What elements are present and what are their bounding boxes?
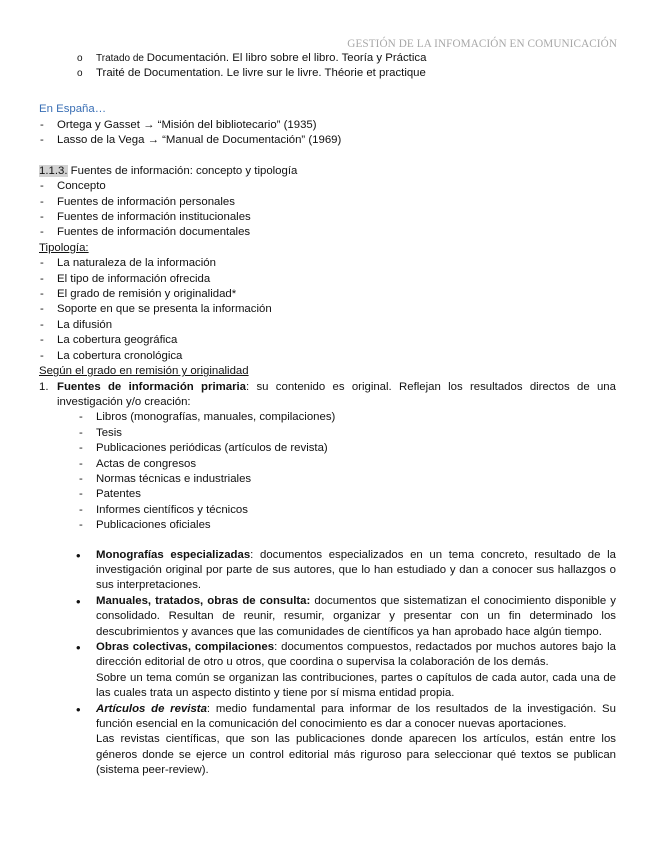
list-item: - El grado de remisión y originalidad* bbox=[39, 287, 616, 302]
bullet-paragraph: Las revistas científicas, que son las publicaciones donde aparecen los artículos, están entre los géneros donde se ejerce un control editorial más riguroso para seleccionar qué textos se publican (sistema peer-review). bbox=[96, 733, 616, 777]
tipologia-heading: Tipología: bbox=[39, 241, 89, 254]
list-item: - El tipo de información ofrecida bbox=[39, 272, 616, 287]
list-item: - La cobertura cronológica bbox=[39, 349, 616, 364]
spain-heading: En España… bbox=[39, 103, 107, 116]
bullet-item: • Artículos de revista: medio fundamental para informar de los resultados de la investigación. Su función esencial en la comunicación del conocimiento es dar a conocer nuevas aportaciones. Las revistas científicas, que son las publicaciones donde aparecen los artículos, están entre los géneros donde se ejerce un control editorial más riguroso para seleccionar qué textos se publican (sistema peer-review). bbox=[39, 702, 616, 779]
list-item: - Fuentes de información institucionales bbox=[39, 210, 616, 225]
list-item: - Actas de congresos bbox=[39, 457, 616, 472]
list-item: - Libros (monografías, manuales, compilaciones) bbox=[39, 410, 616, 425]
list-item: - Tesis bbox=[39, 426, 616, 441]
list-item: - Fuentes de información personales bbox=[39, 195, 616, 210]
list-item: - Publicaciones oficiales bbox=[39, 518, 616, 533]
list-item: - Patentes bbox=[39, 487, 616, 502]
list-item: - La difusión bbox=[39, 318, 616, 333]
numbered-item: 1. Fuentes de información primaria: su contenido es original. Reflejan los resultados directos de una investigación y/o creación: bbox=[39, 380, 616, 408]
remision-heading: Según el grado en remisión y originalidad bbox=[39, 365, 249, 378]
list-item: - Fuentes de información documentales bbox=[39, 225, 616, 240]
section-heading: 1.1.3. Fuentes de información: concepto y tipología bbox=[39, 164, 298, 177]
list-item: - Soporte en que se presenta la información bbox=[39, 302, 616, 317]
running-header: GESTIÓN DE LA INFOMACIÓN EN COMUNICACIÓN bbox=[347, 38, 617, 50]
list-item: - Informes científicos y técnicos bbox=[39, 503, 616, 518]
list-item: - Normas técnicas e industriales bbox=[39, 472, 616, 487]
list-item: - Ortega y Gasset → “Misión del bibliotecario” (1935) bbox=[39, 118, 616, 133]
list-item: o Traité de Documentation. Le livre sur le livre. Théorie et practique bbox=[39, 66, 616, 81]
bullet-item: • Manuales, tratados, obras de consulta: documentos que sistematizan el conocimiento disponible y consolidado. Resultan de reunir, resumir, organizar y presentar con un fin determinado los descubrimientos y avances que las comunidades de científicos ya han aprobado hace algún tiempo. bbox=[39, 594, 616, 640]
list-item: - Lasso de la Vega → “Manual de Documentación” (1969) bbox=[39, 133, 616, 148]
list-item: - Concepto bbox=[39, 179, 616, 194]
list-item: o Tratado de Documentación. El libro sobre el libro. Teoría y Práctica bbox=[39, 51, 616, 66]
list-item: - Publicaciones periódicas (artículos de revista) bbox=[39, 441, 616, 456]
bullet-item: • Obras colectivas, compilaciones: documentos compuestos, redactados por muchos autores bajo la dirección editorial de otro u otros, que coordina o supervisa la colaboración de los demás. Sobre un tema común se organizan las contribuciones, partes o capítulos de cada autor, cada una de las cuales trata un aspecto distinto y tiene por sí misma entidad propia. bbox=[39, 640, 616, 702]
bullet-item: • Monografías especializadas: documentos especializados en un tema concreto, resultado de la investigación original por parte de sus autores, que lo han estudiado y dan a conocer sus hallazgos o sus interpretaciones. bbox=[39, 548, 616, 594]
section-number: 1.1.3. bbox=[39, 164, 68, 177]
page-content bbox=[39, 51, 616, 779]
bullet-paragraph: Sobre un tema común se organizan las contribuciones, partes o capítulos de cada autor, cada una de las cuales trata un aspecto distinto y tiene por sí misma entidad propia. bbox=[96, 671, 616, 700]
list-item: - La cobertura geográfica bbox=[39, 333, 616, 348]
list-item: - La naturaleza de la información bbox=[39, 256, 616, 271]
